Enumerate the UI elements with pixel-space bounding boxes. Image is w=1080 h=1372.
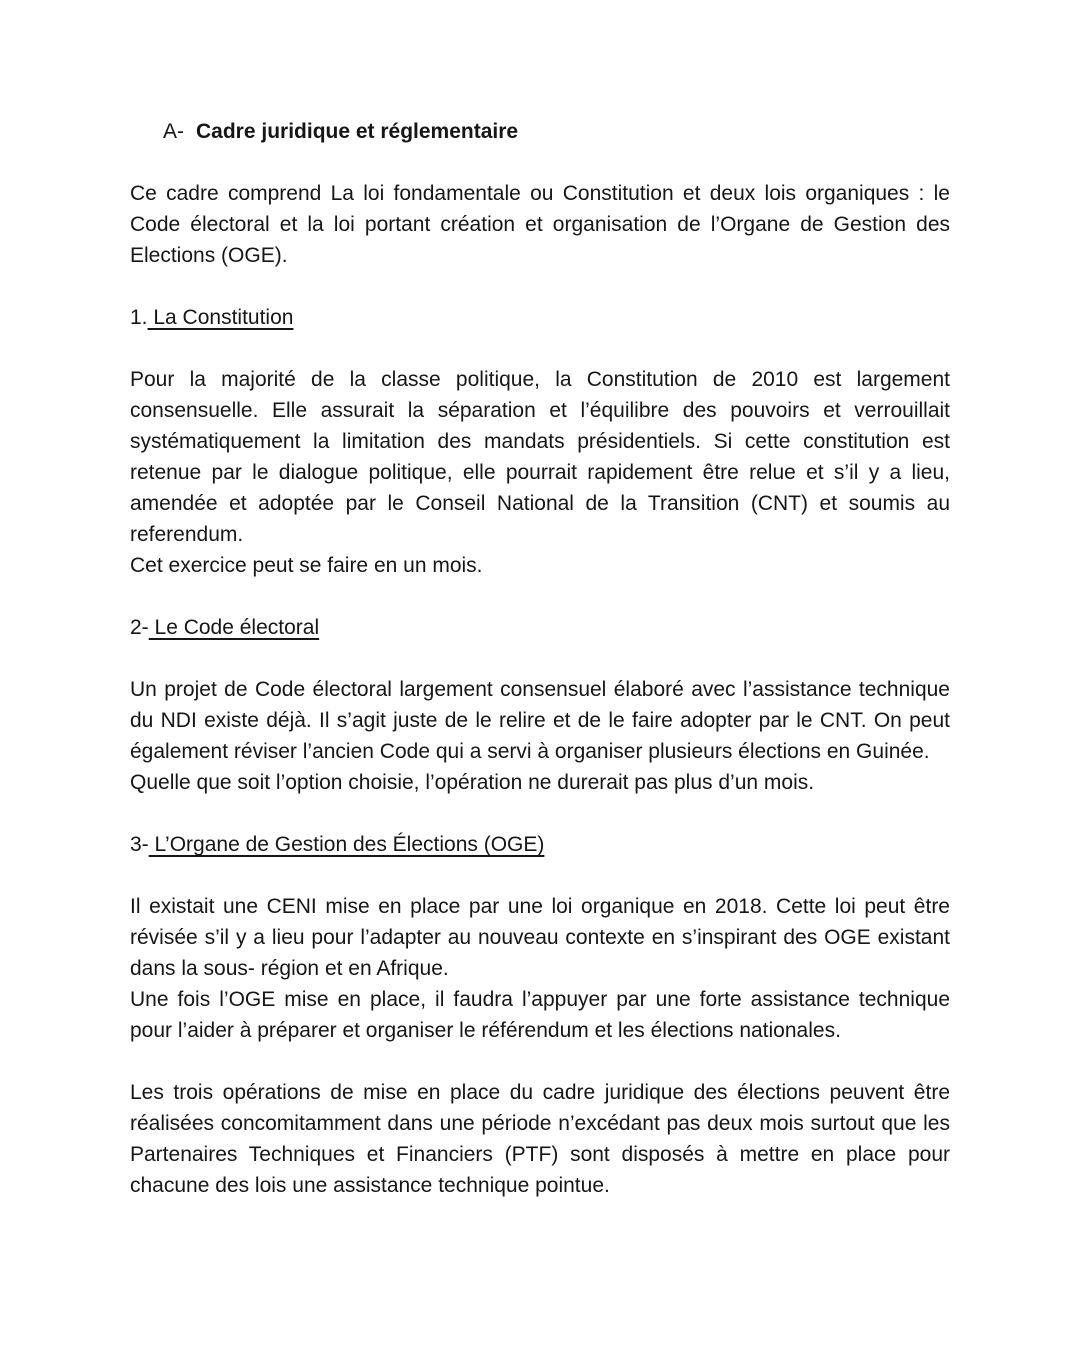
section-2-heading [130, 612, 950, 643]
title-list-label: A- [163, 120, 184, 143]
section-3-body [130, 891, 950, 1046]
section-2-body [130, 674, 950, 798]
section-3-title: L’Organe de Gestion des Élections (OGE) [148, 833, 545, 856]
section-1-title: La Constitution [147, 306, 294, 329]
section-1-paragraph-1: Pour la majorité de la classe politique, la Constitution de 2010 est largement consensuelle. Elle assurait la séparation et l’équilibre des pouvoirs et verrouillait systématiquement la limitation des mandats présidentiels. Si cette constitution est retenue par le dialogue politique, elle pourrait rapidement être relue et s’il y a lieu, amendée et adoptée par le Conseil National de la Transition (CNT) et soumis au referendum. [130, 368, 950, 546]
section-3-paragraph-1: Il existait une CENI mise en place par une loi organique en 2018. Cette loi peut être révisée s’il y a lieu pour l’adapter au nouveau contexte en s’inspirant des OGE existant dans la sous- région et en Afrique. [130, 895, 950, 980]
section-1-paragraph-2: Cet exercice peut se faire en un mois. [130, 554, 483, 577]
intro-paragraph: Ce cadre comprend La loi fondamentale ou Constitution et deux lois organiques : le Code électoral et la loi portant création et organisation de l’Organe de Gestion des Elections (OGE). [130, 182, 950, 267]
section-2-paragraph-1: Un projet de Code électoral largement consensuel élaboré avec l’assistance technique du NDI existe déjà. Il s’agit juste de le relire et de le faire adopter par le CNT. On peut également réviser l’ancien Code qui a servi à organiser plusieurs élections en Guinée. [130, 678, 950, 763]
section-1-number: 1. [130, 306, 148, 329]
section-2-number: 2- [130, 616, 149, 639]
section-2-paragraph-2: Quelle que soit l’option choisie, l’opération ne durerait pas plus d’un mois. [130, 771, 815, 794]
section-2-title: Le Code électoral [148, 616, 320, 639]
section-1-body [130, 364, 950, 581]
document-title [130, 116, 950, 147]
section-3-number: 3- [130, 833, 149, 856]
section-1-heading [130, 302, 950, 333]
section-3-paragraph-2: Une fois l’OGE mise en place, il faudra l’appuyer par une forte assistance technique pour l’aider à préparer et organiser le référendum et les élections nationales. [130, 988, 950, 1042]
closing-paragraph: Les trois opérations de mise en place du cadre juridique des élections peuvent être réalisées concomitamment dans une période n’excédant pas deux mois surtout que les Partenaires Techniques et Financiers (PTF) sont disposés à mettre en place pour chacune des lois une assistance technique pointue. [130, 1081, 950, 1197]
section-3-heading [130, 829, 950, 860]
title-text: Cadre juridique et réglementaire [196, 120, 519, 143]
